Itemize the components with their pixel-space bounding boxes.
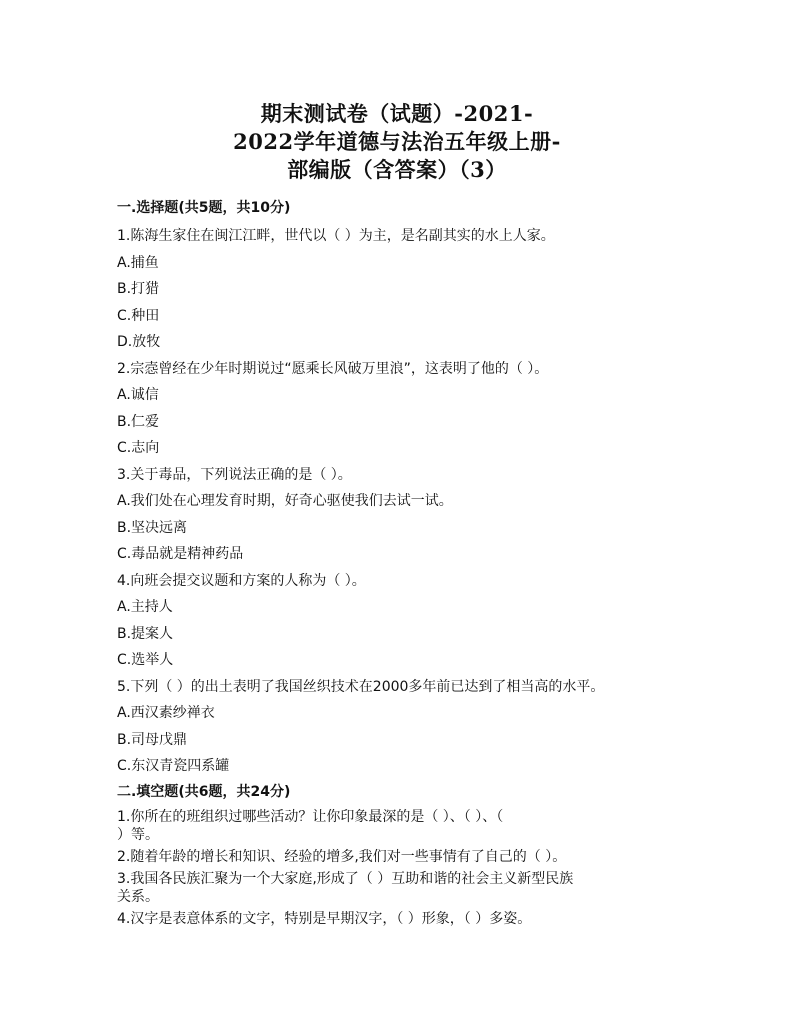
option-a: A.我们处在心理发育时期，好奇心驱使我们去试一试。	[117, 493, 453, 509]
option-d: D.放牧	[117, 334, 161, 350]
option-c: C.选举人	[117, 652, 174, 668]
fill-question-line: 3.我国各民族汇聚为一个大家庭,形成了（ ）互助和谐的社会主义新型民族	[117, 870, 574, 887]
question-3	[117, 462, 717, 568]
title-line-2: 2022学年道德与法治五年级上册-	[233, 129, 561, 154]
section-heading: 二.填空题(共6题，共24分)	[117, 783, 291, 800]
option-b: B.打猎	[117, 281, 160, 297]
option-b: B.提案人	[117, 625, 174, 642]
fill-question-line: 4.汉字是表意体系的文字，特别是早期汉字，（ ）形象，（ ）多姿。	[117, 910, 532, 927]
option-b: B.坚决远离	[117, 519, 188, 536]
section-multiple-choice	[117, 196, 717, 780]
fill-question-line-cont: ）等。	[117, 826, 159, 843]
option-a: A.西汉素纱禅衣	[117, 705, 215, 721]
option-c: C.种田	[117, 307, 160, 324]
question-4	[117, 568, 717, 674]
fill-question-2	[117, 848, 677, 866]
question-stem: 2.宗悫曾经在少年时期说过“愿乘长风破万里浪”，这表明了他的（ ）。	[117, 360, 549, 377]
exam-content	[117, 196, 717, 932]
question-1	[117, 223, 717, 356]
option-c: C.毒品就是精神药品	[117, 546, 244, 562]
option-c: C.东汉青瓷四系罐	[117, 758, 230, 774]
option-a: A.捕鱼	[117, 254, 159, 271]
section-heading: 一.选择题(共5题，共10分)	[117, 200, 291, 216]
section-fill-in-blank	[117, 780, 717, 928]
question-stem: 5.下列（ ）的出土表明了我国丝织技术在2000多年前已达到了相当高的水平。	[117, 678, 605, 695]
question-2	[117, 356, 717, 462]
fill-question-line-cont: 关系。	[117, 888, 159, 905]
option-b: B.司母戊鼎	[117, 731, 188, 748]
title-line-1: 期末测试卷（试题）-2021-	[260, 101, 534, 126]
option-a: A.诚信	[117, 387, 159, 403]
fill-question-3	[117, 870, 677, 906]
question-stem: 1.陈海生家住在闽江江畔，世代以（ ）为主，是名副其实的水上人家。	[117, 228, 555, 244]
fill-question-4	[117, 910, 677, 928]
question-5	[117, 674, 717, 780]
title-line-3: 部编版（含答案）（3）	[287, 157, 507, 182]
exam-title	[0, 100, 794, 184]
question-stem: 3.关于毒品，下列说法正确的是（ ）。	[117, 466, 352, 483]
question-stem: 4.向班会提交议题和方案的人称为（ ）。	[117, 572, 366, 589]
fill-question-1	[117, 808, 677, 844]
fill-question-line: 1.你所在的班组织过哪些活动？让你印象最深的是（ ）、（ ）、（	[117, 808, 504, 825]
fill-question-line: 2.随着年龄的增长和知识、经验的增多,我们对一些事情有了自己的（ ）。	[117, 848, 567, 865]
option-a: A.主持人	[117, 599, 173, 615]
option-b: B.仁爱	[117, 413, 160, 430]
option-c: C.志向	[117, 440, 160, 456]
